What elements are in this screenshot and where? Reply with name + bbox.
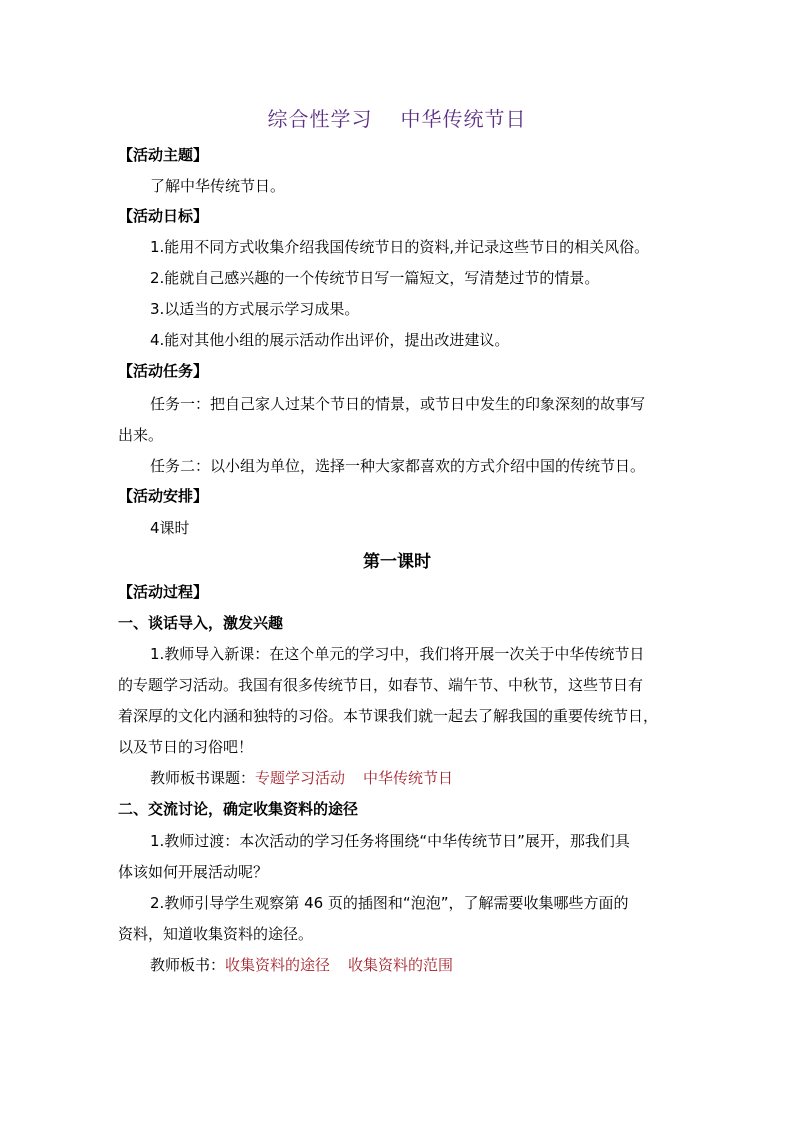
arrange-heading: 【活动安排】 — [118, 487, 209, 505]
task-2: 任务二：以小组为单位，选择一种大家都喜欢的方式介绍中国的传统节日。 — [150, 457, 646, 475]
title-part-1: 综合性学习 — [267, 107, 373, 131]
part-2-para-1-line-1: 1.教师过渡：本次活动的学习任务将围绕“中华传统节日”展开，那我们具 — [150, 832, 630, 850]
goal-3: 3.以适当的方式展示学习成果。 — [150, 300, 360, 318]
document-title — [0, 103, 794, 132]
part-1-para-1-line-4: 以及节日的习俗吧！ — [118, 738, 254, 756]
board-note-2-part-2: 收集资料的范围 — [348, 956, 454, 974]
lesson-title: 第一课时 — [363, 552, 431, 572]
part-2-para-1-line-2: 体该如何开展活动呢？ — [118, 863, 269, 881]
title-part-2: 中华传统节日 — [400, 107, 527, 131]
theme-text: 了解中华传统节日。 — [150, 177, 286, 195]
goal-2: 2.能就自己感兴趣的一个传统节日写一篇短文，写清楚过节的情景。 — [150, 269, 600, 287]
part-2-para-2-line-2: 资料，知道收集资料的途径。 — [118, 925, 314, 943]
board-note-1 — [150, 767, 453, 789]
part-1-para-1-line-1: 1.教师导入新课：在这个单元的学习中，我们将开展一次关于中华传统节日 — [150, 645, 645, 663]
task-1-line-1: 任务一：把自己家人过某个节日的情景，或节日中发生的印象深刻的故事写 — [150, 395, 646, 413]
goals-heading: 【活动日标】 — [118, 207, 209, 225]
goal-1: 1.能用不同方式收集介绍我国传统节日的资料,并记录这些节日的相关风俗。 — [150, 238, 650, 256]
part-1-heading: 一、谈话导入，激发兴趣 — [118, 614, 284, 632]
board-note-1-part-2: 中华传统节日 — [363, 769, 454, 787]
goal-4: 4.能对其他小组的展示活动作出评价，提出改进建议。 — [150, 331, 510, 349]
tasks-heading: 【活动任务】 — [118, 362, 209, 380]
arrange-text: 4课时 — [150, 519, 190, 537]
board-note-2-part-1: 收集资料的途径 — [225, 956, 331, 974]
board-note-2-label: 教师板书： — [150, 956, 226, 974]
board-note-1-part-1: 专题学习活动 — [255, 769, 346, 787]
task-1-line-2: 出来。 — [118, 426, 164, 444]
part-1-para-1-line-2: 的专题学习活动。我国有很多传统节日，如春节、端午节、中秋节，这些节日有 — [118, 676, 644, 694]
part-2-heading: 二、交流讨论，确定收集资料的途径 — [118, 800, 359, 818]
part-2-para-2-line-1: 2.教师引导学生观察第 46 页的插图和“泡泡”，了解需要收集哪些方面的 — [150, 894, 629, 912]
part-1-para-1-line-3: 着深厚的文化内涵和独特的习俗。本节课我们就一起去了解我国的重要传统节日， — [118, 707, 659, 725]
theme-heading: 【活动主题】 — [118, 146, 209, 164]
board-note-2 — [150, 954, 453, 976]
process-heading: 【活动过程】 — [118, 583, 209, 601]
board-note-1-label: 教师板书课题： — [150, 769, 256, 787]
